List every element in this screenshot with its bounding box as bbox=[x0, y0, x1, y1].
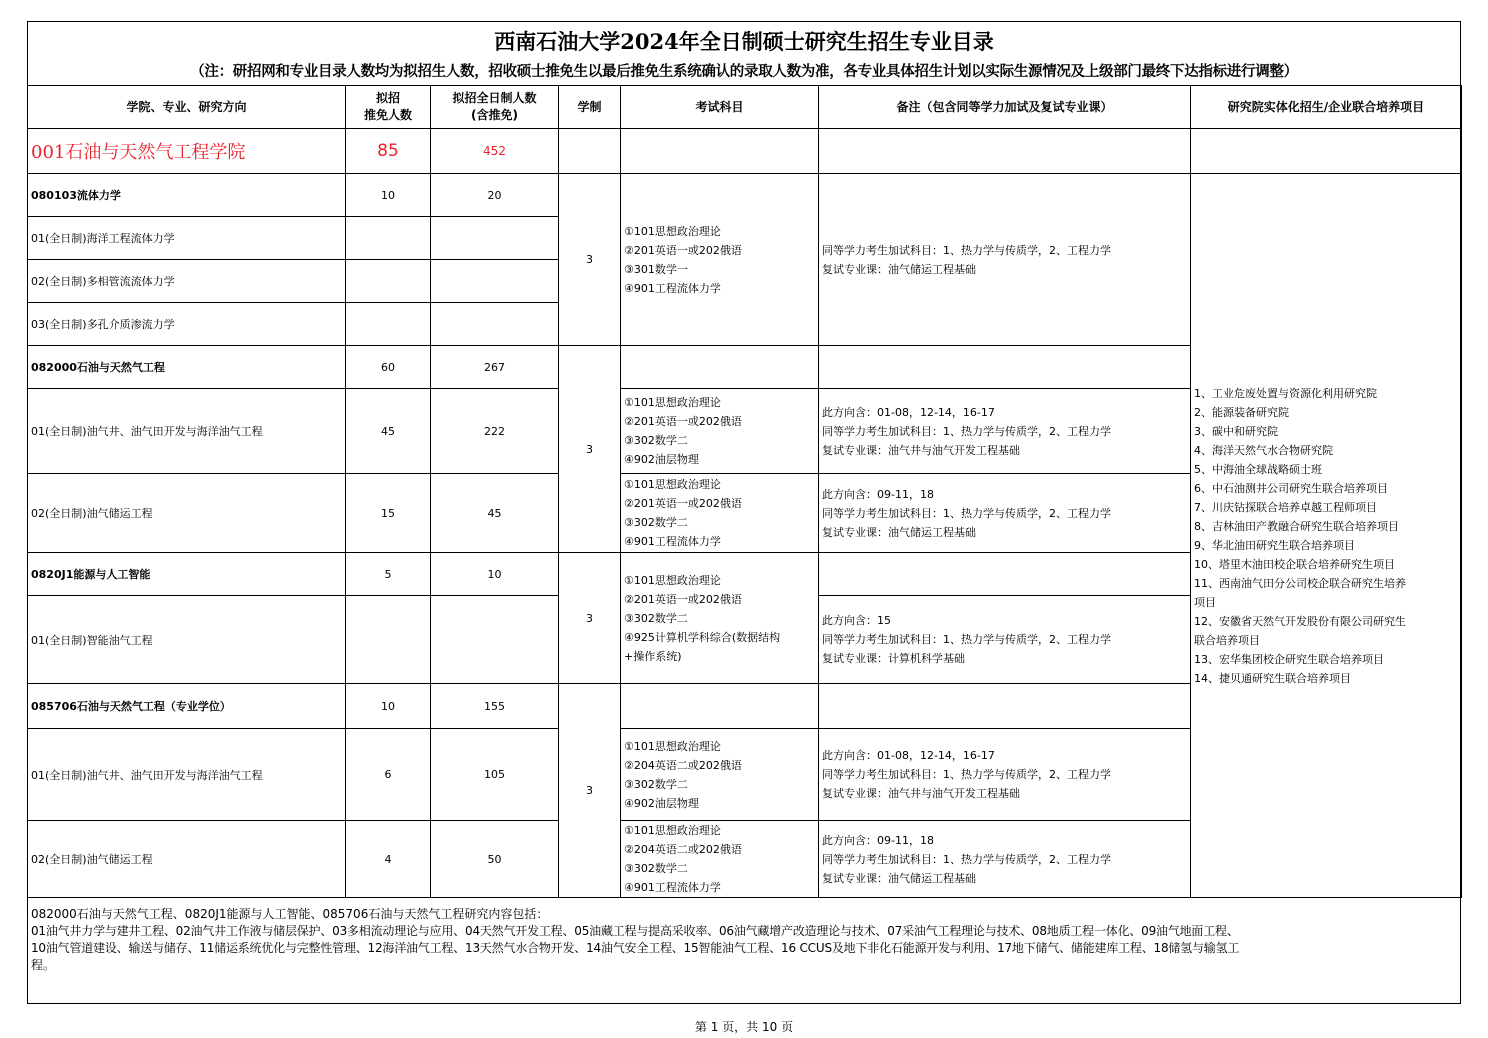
list-item: 联合培养项目 bbox=[1194, 633, 1260, 647]
major-name: 082000石油与天然气工程 bbox=[28, 346, 346, 389]
college-total: 452 bbox=[431, 129, 559, 174]
list-item: 4、海洋天然气水合物研究院 bbox=[1194, 443, 1333, 457]
major-total: 267 bbox=[431, 346, 559, 389]
direction-name: 02(全日制)油气储运工程 bbox=[28, 821, 346, 898]
header-exam: 考试科目 bbox=[621, 86, 819, 129]
direction-recommend: 45 bbox=[346, 389, 431, 474]
major-name: 085706石油与天然气工程（专业学位） bbox=[28, 684, 346, 729]
header-years: 学制 bbox=[559, 86, 621, 129]
direction-total: 50 bbox=[431, 821, 559, 898]
page-footer: 第 1 页，共 10 页 bbox=[694, 1020, 794, 1034]
remark: 同等学力考生加试科目：1、热力学与传质学，2、工程力学 复试专业课：油气储运工程基础 bbox=[819, 174, 1191, 346]
direction-name: 01(全日制)油气井、油气田开发与海洋油气工程 bbox=[28, 729, 346, 821]
list-item: 6、中石油测井公司研究生联合培养项目 bbox=[1194, 481, 1388, 495]
header-projects: 研究院实体化招生/企业联合培养项目 bbox=[1191, 86, 1462, 129]
header-recommend: 拟招 推免人数 bbox=[346, 86, 431, 129]
exam-subjects: ①101思想政治理论 ②201英语一或202俄语 ③301数学一 ④901工程流体力学 bbox=[621, 174, 819, 346]
list-item: 13、宏华集团校企研究生联合培养项目 bbox=[1194, 652, 1384, 666]
direction-name: 03(全日制)多孔介质渗流力学 bbox=[28, 303, 346, 346]
years: 3 bbox=[559, 174, 621, 346]
major-name: 0820J1能源与人工智能 bbox=[28, 553, 346, 596]
list-item: 项目 bbox=[1194, 595, 1216, 609]
major-recommend: 10 bbox=[346, 684, 431, 729]
direction-name: 01(全日制)油气井、油气田开发与海洋油气工程 bbox=[28, 389, 346, 474]
page-subtitle: （注：研招网和专业目录人数均为拟招生人数，招收硕士推免生以最后推免生系统确认的录取人数为准，各专业具体招生计划以实际生源情况及上级部门最终下达指标进行调整） bbox=[190, 64, 1298, 80]
list-item: 10、塔里木油田校企联合培养研究生项目 bbox=[1194, 557, 1395, 571]
page-title: 西南石油大学2024年全日制硕士研究生招生专业目录 bbox=[494, 29, 994, 54]
research-content-note: 082000石油与天然气工程、0820J1能源与人工智能、085706石油与天然气工程研究内容包括： 01油气井力学与建井工程、02油气井工作液与储层保护、03多相流动理论与应用、04天然气开发工程、05油藏工程与提高采收率、06油气藏增产改造理论与技术、07采油气工程理论与技术、08地质工程一体化、09油气地面工程、 10油气管道建设、输送与储存、11储运系统优化与完整性管理、12海洋油气工程、13天然气水合物开发、14油气安全工程、15智能油气工程、16 CCUS及地下非化石能源开发与利用、17地下储气、储能建库工程、18储氢与输氢工 程。 bbox=[31, 907, 1240, 972]
college-row bbox=[28, 129, 1462, 174]
projects-list bbox=[1191, 174, 1462, 898]
list-item: 1、工业危废处置与资源化利用研究院 bbox=[1194, 386, 1377, 400]
years: 3 bbox=[559, 346, 621, 553]
remark: 此方向含：09-11，18 同等学力考生加试科目：1、热力学与传质学，2、工程力学 复试专业课：油气储运工程基础 bbox=[819, 821, 1191, 898]
list-item: 9、华北油田研究生联合培养项目 bbox=[1194, 538, 1355, 552]
direction-recommend: 4 bbox=[346, 821, 431, 898]
direction-recommend: 6 bbox=[346, 729, 431, 821]
catalog-table bbox=[27, 85, 1462, 898]
list-item: 3、碳中和研究院 bbox=[1194, 424, 1278, 438]
years: 3 bbox=[559, 684, 621, 898]
major-recommend: 10 bbox=[346, 174, 431, 217]
header-remark: 备注（包含同等学力加试及复试专业课） bbox=[819, 86, 1191, 129]
college-recommend: 85 bbox=[346, 129, 431, 174]
remark: 此方向含：09-11，18 同等学力考生加试科目：1、热力学与传质学，2、工程力学 复试专业课：油气储运工程基础 bbox=[819, 474, 1191, 553]
direction-name: 02(全日制)油气储运工程 bbox=[28, 474, 346, 553]
major-recommend: 5 bbox=[346, 553, 431, 596]
header-total: 拟招全日制人数 (含推免) bbox=[431, 86, 559, 129]
direction-name: 02(全日制)多相管流流体力学 bbox=[28, 260, 346, 303]
direction-name: 01(全日制)海洋工程流体力学 bbox=[28, 217, 346, 260]
direction-total: 222 bbox=[431, 389, 559, 474]
exam-subjects: ①101思想政治理论 ②204英语二或202俄语 ③302数学二 ④901工程流体力学 bbox=[621, 821, 819, 898]
exam-subjects: ①101思想政治理论 ②201英语一或202俄语 ③302数学二 ④902油层物理 bbox=[621, 389, 819, 474]
list-item: 14、捷贝通研究生联合培养项目 bbox=[1194, 671, 1351, 685]
list-item: 8、吉林油田产教融合研究生联合培养项目 bbox=[1194, 519, 1399, 533]
remark: 此方向含：01-08，12-14，16-17 同等学力考生加试科目：1、热力学与传质学，2、工程力学 复试专业课：油气井与油气开发工程基础 bbox=[819, 729, 1191, 821]
header-major: 学院、专业、研究方向 bbox=[28, 86, 346, 129]
direction-total: 45 bbox=[431, 474, 559, 553]
remark: 此方向含：15 同等学力考生加试科目：1、热力学与传质学，2、工程力学 复试专业课：计算机科学基础 bbox=[819, 596, 1191, 684]
major-recommend: 60 bbox=[346, 346, 431, 389]
table-row bbox=[28, 174, 1462, 217]
remark: 此方向含：01-08，12-14，16-17 同等学力考生加试科目：1、热力学与传质学，2、工程力学 复试专业课：油气井与油气开发工程基础 bbox=[819, 389, 1191, 474]
college-name: 001石油与天然气工程学院 bbox=[28, 129, 346, 174]
exam-subjects: ①101思想政治理论 ②201英语一或202俄语 ③302数学二 ④925计算机学科综合(数据结构 +操作系统) bbox=[621, 553, 819, 684]
list-item: 5、中海油全球战略硕士班 bbox=[1194, 462, 1322, 476]
years: 3 bbox=[559, 553, 621, 684]
direction-recommend: 15 bbox=[346, 474, 431, 553]
document-frame bbox=[27, 21, 1461, 1004]
direction-total: 105 bbox=[431, 729, 559, 821]
direction-name: 01(全日制)智能油气工程 bbox=[28, 596, 346, 684]
exam-subjects: ①101思想政治理论 ②201英语一或202俄语 ③302数学二 ④901工程流体力学 bbox=[621, 474, 819, 553]
list-item: 2、能源装备研究院 bbox=[1194, 405, 1289, 419]
major-name: 080103流体力学 bbox=[28, 174, 346, 217]
list-item: 11、西南油气田分公司校企联合研究生培养 bbox=[1194, 576, 1406, 590]
major-total: 20 bbox=[431, 174, 559, 217]
list-item: 12、安徽省天然气开发股份有限公司研究生 bbox=[1194, 614, 1406, 628]
major-total: 155 bbox=[431, 684, 559, 729]
major-total: 10 bbox=[431, 553, 559, 596]
list-item: 7、川庆钻探联合培养卓越工程师项目 bbox=[1194, 500, 1377, 514]
header-row bbox=[28, 86, 1462, 129]
exam-subjects: ①101思想政治理论 ②204英语二或202俄语 ③302数学二 ④902油层物理 bbox=[621, 729, 819, 821]
